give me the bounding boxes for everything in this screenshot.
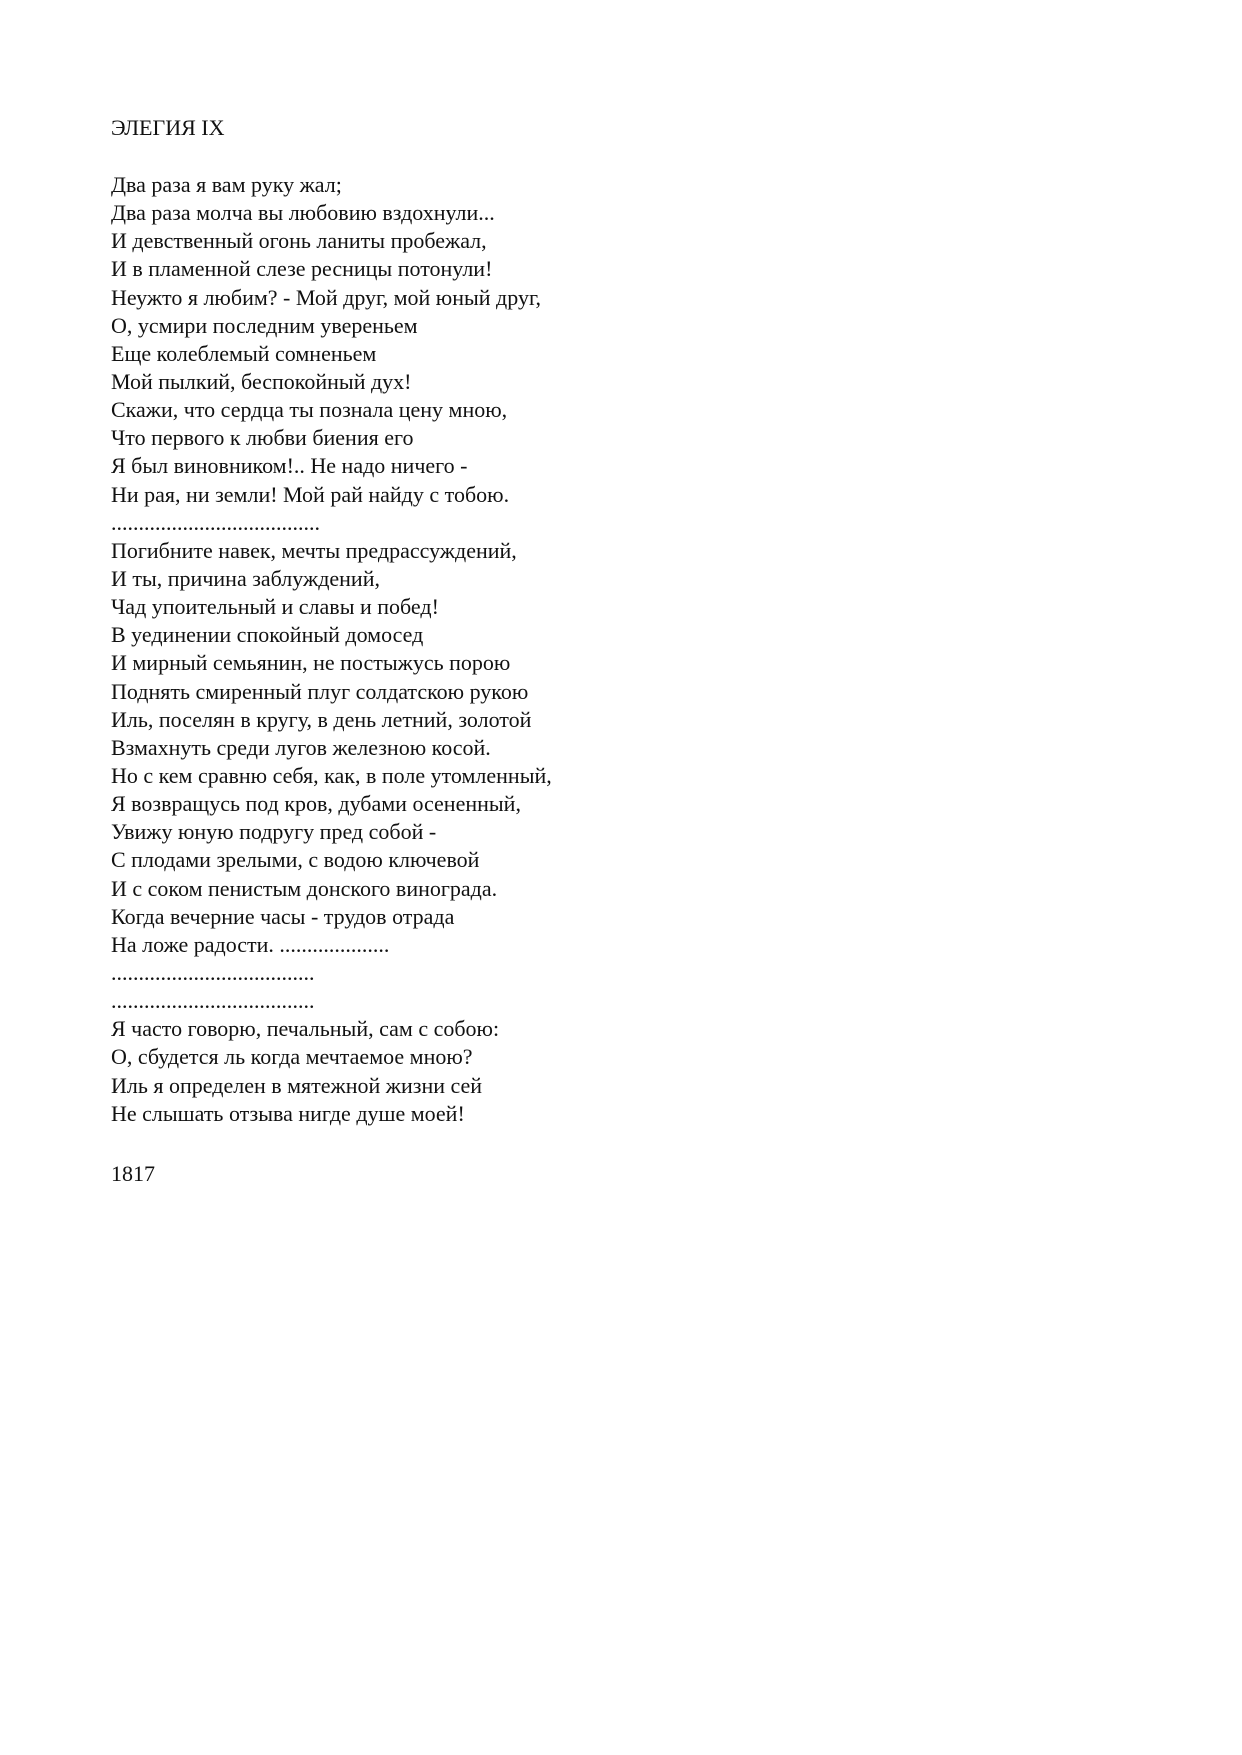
poem-line: Что первого к любви биения его [111, 425, 414, 451]
poem-line: Иль, поселян в кругу, в день летний, золотой [111, 706, 532, 732]
poem-line: В уединении спокойный домосед [111, 622, 424, 648]
poem-line: Чад упоительный и славы и побед! [111, 594, 439, 620]
poem-line: О, усмири последним увереньем [111, 312, 418, 338]
poem-line: ..................................... [111, 959, 315, 985]
poem-line: Два раза молча вы любовию вздохнули... [111, 200, 495, 226]
poem-line: Иль я определен в мятежной жизни сей [111, 1072, 483, 1098]
poem-line: Погибните навек, мечты предрассуждений, [111, 537, 517, 563]
poem-line: Я был виновником!.. Не надо ничего - [111, 453, 468, 479]
poem-line: Ни рая, ни земли! Мой рай найду с тобою. [111, 481, 510, 507]
poem-line: Когда вечерние часы - трудов отрада [111, 903, 455, 929]
poem-line: И в пламенной слезе ресницы потонули! [111, 256, 493, 282]
poem-line: Но с кем сравню себя, как, в поле утомленный, [111, 762, 552, 788]
poem-line: Взмахнуть среди лугов железною косой. [111, 734, 491, 760]
poem-line: ...................................... [111, 509, 320, 535]
poem-line: На ложе радости. .................... [111, 931, 390, 957]
poem-line: И девственный огонь ланиты пробежал, [111, 228, 487, 254]
poem-line: Неужто я любим? - Мой друг, мой юный друг, [111, 284, 541, 310]
poem-line: О, сбудется ль когда мечтаемое мною? [111, 1044, 473, 1070]
poem-body [111, 171, 552, 1128]
poem-line: Два раза я вам руку жал; [111, 172, 342, 197]
poem-line: С плодами зрелыми, с водою ключевой [111, 847, 480, 873]
poem-line: Поднять смиренный плуг солдатскою рукою [111, 678, 529, 704]
poem-line: Скажи, что сердца ты познала цену мною, [111, 397, 508, 423]
poem-line: Я часто говорю, печальный, сам с собою: [111, 1016, 500, 1042]
poem-line: Я возвращусь под кров, дубами осененный, [111, 791, 521, 817]
poem-line: Мой пылкий, беспокойный дух! [111, 368, 412, 394]
poem-title: ЭЛЕГИЯ IX [111, 115, 225, 140]
poem-line: Увижу юную подругу пред собой - [111, 819, 437, 845]
poem-line: ..................................... [111, 988, 315, 1014]
poem-line: Еще колеблемый сомненьем [111, 340, 377, 366]
poem-line: И с соком пенистым донского винограда. [111, 875, 498, 901]
poem-line: И ты, причина заблуждений, [111, 565, 380, 591]
poem-line: И мирный семьянин, не постыжусь порою [111, 650, 511, 676]
poem-line: Не слышать отзыва нигде душе моей! [111, 1100, 465, 1126]
poem-year: 1817 [111, 1161, 155, 1186]
